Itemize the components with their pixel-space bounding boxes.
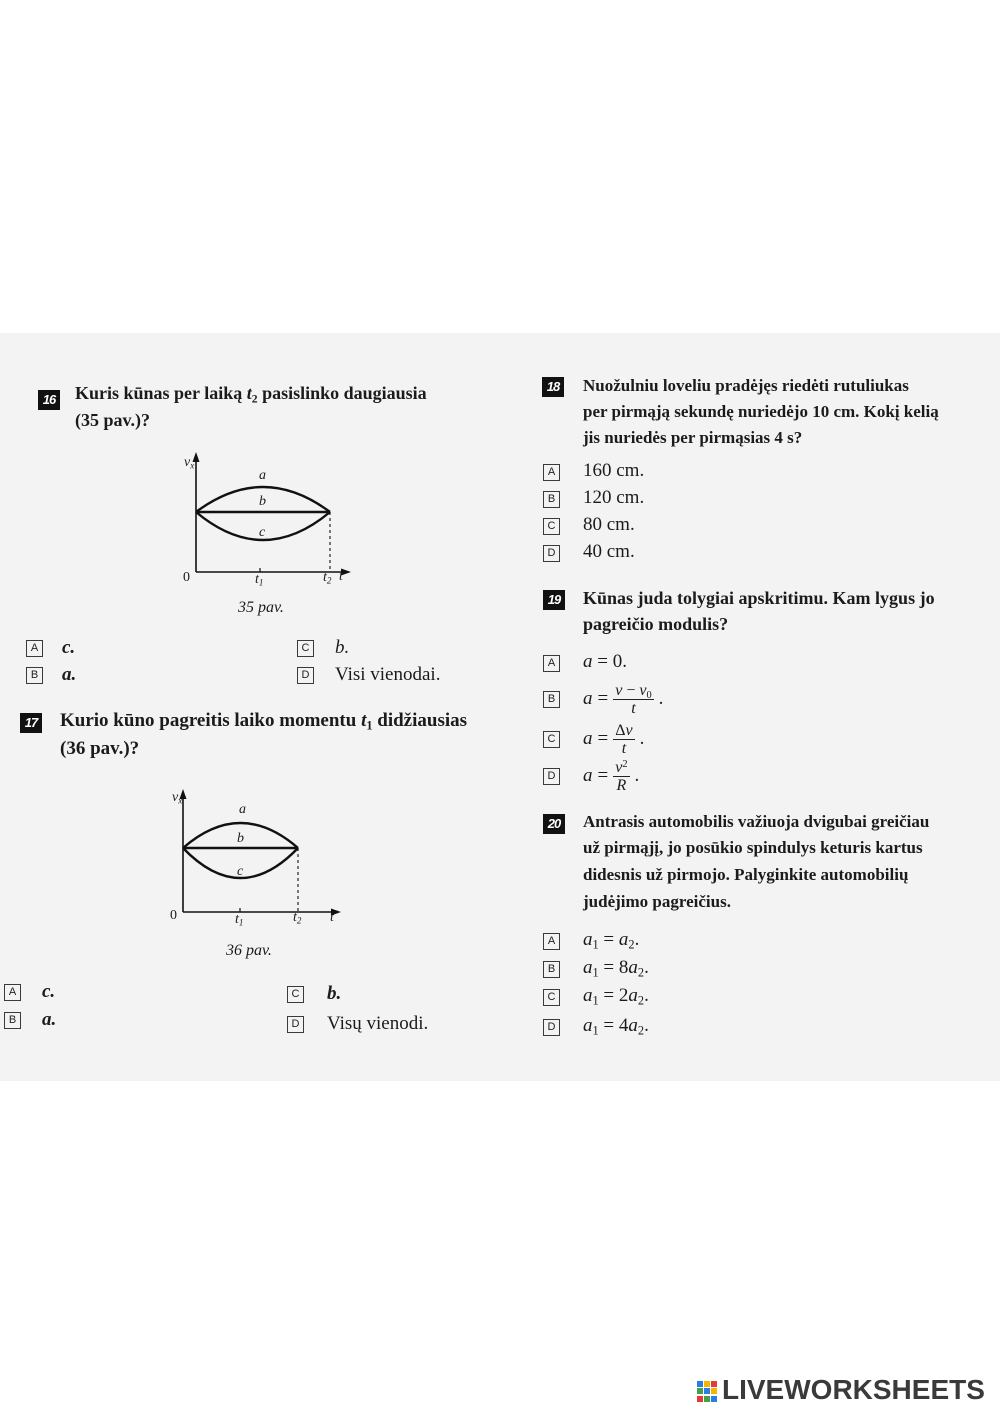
figure-35-x-label: t [339, 569, 343, 584]
variable: t [293, 910, 297, 925]
option-text: b. [327, 983, 342, 1004]
option-letter-box: B [26, 667, 43, 684]
fraction-denominator: t [621, 739, 627, 757]
question-16-text-line2: (35 pav.)? [75, 410, 151, 430]
period: . [644, 957, 649, 978]
question-19-badge: 19 [543, 590, 565, 610]
option-letter-box: B [543, 961, 560, 978]
option-text: 40 cm. [583, 541, 635, 562]
figure-35-tick-t2 [323, 570, 331, 586]
option-formula [583, 928, 639, 952]
period: . [644, 1015, 649, 1036]
logo-tile [704, 1388, 710, 1394]
figure-36-label-a: a [239, 802, 246, 817]
figure-36-y-label [172, 790, 182, 806]
coefficient: 2 [618, 985, 629, 1006]
logo-tile [697, 1381, 703, 1387]
option-letter-box: B [543, 691, 560, 708]
variable: v [172, 790, 179, 805]
operator: − [622, 681, 640, 699]
option-letter-box: A [543, 933, 560, 950]
subscript: 1 [592, 965, 599, 980]
question-20-badge: 20 [543, 814, 565, 834]
question-16-badge: 16 [38, 390, 60, 410]
figure-36-graph [160, 785, 345, 925]
option-text: 120 cm. [583, 487, 645, 508]
fraction [613, 722, 634, 757]
fraction-denominator: R [616, 776, 627, 794]
liveworksheets-logo[interactable]: LIVEWORKSHEETS [722, 1374, 985, 1405]
variable: a [628, 985, 638, 1006]
variable: a [583, 765, 593, 786]
variable: a [628, 1015, 638, 1036]
option-letter-box: D [297, 667, 314, 684]
question-18-text-line2: per pirmąją sekundę nuriedėjo 10 cm. Kokį kelią [583, 402, 939, 421]
figure-35-tick-t1 [255, 572, 263, 588]
option-letter-box: C [287, 986, 304, 1003]
question-20-text-line1: Antrasis automobilis važiuoja dvigubai greičiau [583, 812, 930, 831]
option-letter-box: D [287, 1016, 304, 1033]
figure-36-caption: 36 pav. [226, 942, 272, 959]
option-text: 80 cm. [583, 514, 635, 535]
option-letter-box: C [297, 640, 314, 657]
logo-tile [711, 1388, 717, 1394]
question-17-badge: 17 [20, 713, 42, 733]
option-formula [583, 1014, 649, 1038]
logo-tile [704, 1381, 710, 1387]
text-segment: didžiausias [372, 710, 468, 731]
option-letter-box: A [26, 640, 43, 657]
option-letter-box: C [543, 518, 560, 535]
coefficient: 8 [618, 957, 629, 978]
option-letter-box: A [543, 655, 560, 672]
option-text: 160 cm. [583, 460, 645, 481]
variable: a [583, 957, 593, 978]
question-18-text-line3: jis nuriedės per pirmąsias 4 s? [583, 428, 803, 447]
option-letter-box: D [543, 1019, 560, 1036]
liveworksheets-grid-icon[interactable] [697, 1381, 718, 1402]
variable: t [255, 572, 259, 587]
variable: a [583, 1015, 593, 1036]
superscript: 2 [622, 758, 628, 770]
subscript: 2 [637, 965, 645, 980]
subscript: 0 [646, 689, 652, 701]
text-segment: Kuris kūnas per laiką [75, 383, 247, 403]
figure-36-tick-t1 [235, 912, 243, 928]
period: . [644, 985, 649, 1006]
variable: v [615, 681, 623, 699]
variable: a [583, 651, 593, 672]
variable: a [583, 929, 593, 950]
subscript: 2 [296, 915, 302, 926]
variable: t [235, 912, 239, 927]
fraction [613, 682, 653, 717]
subscript: 2 [628, 937, 635, 952]
figure-35-label-a: a [259, 468, 266, 483]
option-formula-c [583, 720, 644, 758]
subscript: x [178, 795, 183, 806]
variable: v [639, 681, 647, 699]
period: . [634, 765, 640, 786]
option-letter-box: A [4, 984, 21, 1001]
question-20-text-line2: už pirmąjį, jo posūkio spindulys keturis kartus [583, 838, 923, 857]
text-segment: = [598, 929, 619, 950]
figure-36-tick-t2 [293, 910, 301, 926]
question-19-text-line2: pagreičio modulis? [583, 614, 729, 634]
text-segment: pasislinko daugiausia [257, 383, 427, 403]
logo-tile [711, 1381, 717, 1387]
text-segment: = [598, 985, 619, 1006]
option-letter-box: D [543, 545, 560, 562]
variable: v [625, 721, 633, 739]
option-formula [583, 956, 649, 980]
variable: a [628, 957, 638, 978]
period: . [634, 929, 640, 950]
subscript: 2 [637, 1023, 645, 1038]
option-formula-d [583, 757, 639, 795]
option-formula [583, 984, 649, 1008]
subscript: 2 [637, 993, 645, 1008]
logo-tile [704, 1396, 710, 1402]
subscript: 1 [592, 937, 599, 952]
question-19-text-line1: Kūnas juda tolygiai apskritimu. Kam lygus jo [583, 588, 935, 608]
option-text: a. [42, 1009, 57, 1030]
period: . [658, 688, 664, 709]
logo-tile [711, 1396, 717, 1402]
figure-35-y-label [184, 455, 194, 471]
subscript: 1 [366, 718, 373, 733]
variable: t [246, 383, 252, 403]
subscript: 1 [592, 1023, 599, 1038]
variable: v [615, 758, 623, 776]
question-18-badge: 18 [542, 377, 564, 397]
fraction-numerator [613, 722, 634, 740]
option-letter-box: C [543, 731, 560, 748]
question-17-text-line2: (36 pav.)? [60, 738, 140, 759]
scanned-page-area [0, 333, 1000, 1081]
fraction-numerator [613, 759, 629, 777]
variable: a [618, 929, 629, 950]
figure-35-label-b: b [259, 494, 266, 509]
subscript: x [190, 460, 195, 471]
option-letter-box: B [543, 491, 560, 508]
text-segment: = [598, 957, 619, 978]
option-text: b. [335, 637, 350, 658]
subscript: 1 [258, 577, 264, 588]
logo-tile [697, 1396, 703, 1402]
fraction-numerator [613, 682, 653, 700]
equals-sign: = [597, 765, 609, 786]
option-text: a. [62, 664, 77, 685]
subscript: 1 [238, 917, 244, 928]
text-segment: = 0. [592, 651, 627, 672]
variable: a [583, 688, 593, 709]
figure-36-x-label: t [330, 910, 334, 925]
question-18-text-line1: Nuožulniu loveliu pradėjęs riedėti rutuliukas [583, 376, 909, 395]
option-text: Visų vienodi. [327, 1013, 429, 1034]
period: . [639, 728, 645, 749]
subscript: 1 [592, 993, 599, 1008]
option-text: c. [42, 981, 56, 1002]
variable: t [361, 710, 367, 731]
question-16-text-line1 [75, 381, 427, 405]
option-letter-box: D [543, 768, 560, 785]
figure-35-caption: 35 pav. [238, 599, 284, 616]
delta-symbol: Δ [615, 721, 626, 739]
subscript: 2 [251, 392, 258, 406]
text-segment: Kurio kūno pagreitis laiko momentu [60, 710, 362, 731]
text-segment: = [598, 1015, 619, 1036]
figure-35-label-c: c [259, 525, 266, 540]
option-text: Visi vienodai. [335, 664, 441, 685]
fraction-denominator: t [631, 699, 636, 717]
option-text: c. [62, 637, 76, 658]
figure-36-label-b: b [237, 831, 244, 846]
variable: t [323, 570, 327, 585]
equals-sign: = [597, 728, 609, 749]
fraction [613, 759, 629, 794]
variable: v [184, 455, 191, 470]
question-17-text-line1 [60, 709, 467, 733]
option-letter-box: B [4, 1012, 21, 1029]
figure-36-label-c: c [237, 864, 244, 879]
option-formula-b [583, 680, 663, 718]
option-letter-box: A [543, 464, 560, 481]
figure-36-origin: 0 [170, 908, 177, 923]
logo-tile [697, 1388, 703, 1394]
option-formula-a [583, 650, 627, 674]
option-letter-box: C [543, 989, 560, 1006]
coefficient: 4 [618, 1015, 629, 1036]
question-20-text-line3: didesnis už pirmojo. Palyginkite automobilių [583, 865, 909, 884]
equals-sign: = [597, 688, 609, 709]
variable: a [583, 985, 593, 1006]
question-20-text-line4: judėjimo pagreičius. [583, 892, 731, 911]
variable: a [583, 728, 593, 749]
subscript: 2 [326, 575, 332, 586]
figure-35-origin: 0 [183, 570, 190, 585]
